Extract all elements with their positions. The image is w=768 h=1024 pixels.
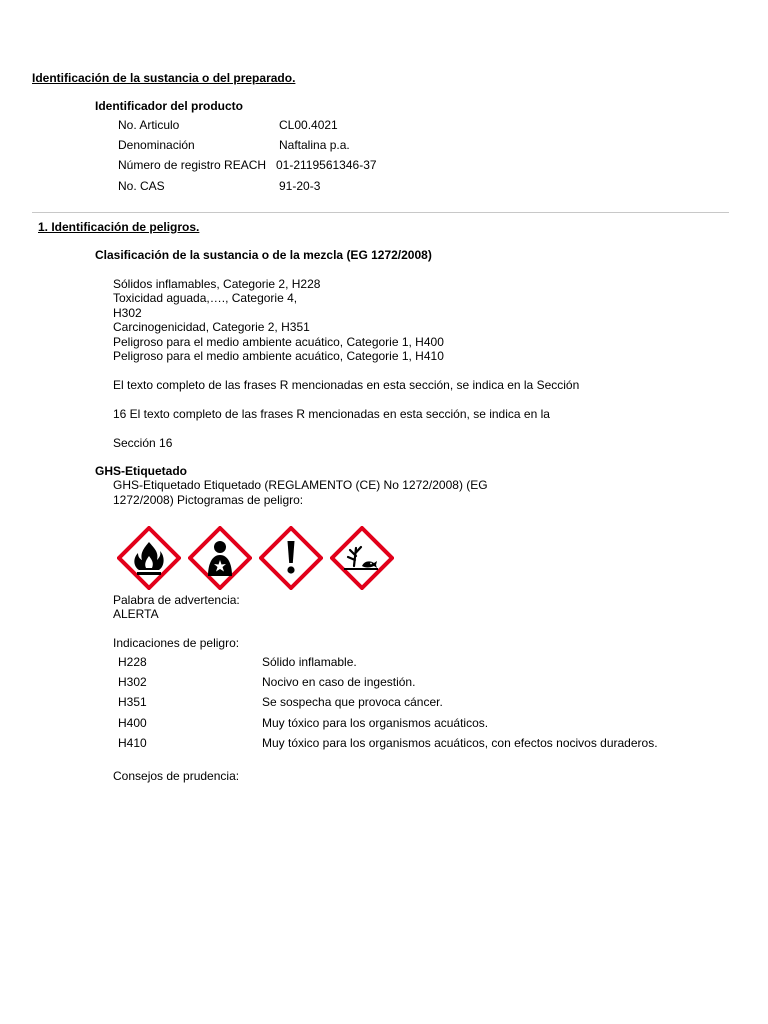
signal-word-label: Palabra de advertencia:	[113, 593, 240, 607]
hazard-code: H302	[118, 675, 147, 689]
hazard-text: Sólido inflamable.	[262, 655, 357, 669]
environment-icon	[330, 526, 394, 590]
signal-word: ALERTA	[113, 607, 159, 621]
classification-line: Peligroso para el medio ambiente acuático, Categorie 1, H410	[113, 349, 444, 363]
hazard-code: H228	[118, 655, 147, 669]
classification-line: H302	[113, 306, 142, 320]
classification-line: Toxicidad aguada,…., Categorie 4,	[113, 291, 298, 305]
precautionary-statements-label: Consejos de prudencia:	[113, 769, 240, 783]
row-value-cas: 91-20-3	[279, 179, 321, 193]
section-title-hazards: 1. Identificación de peligros.	[38, 220, 200, 234]
row-label-reach: Número de registro REACH	[118, 158, 267, 172]
hazard-code: H410	[118, 736, 147, 750]
ghs-text: GHS-Etiquetado Etiquetado (REGLAMENTO (CE) No 1272/2008) (EG	[113, 478, 488, 492]
row-label-article: No. Articulo	[118, 118, 180, 132]
ghs-heading: GHS-Etiquetado	[95, 464, 187, 478]
row-label-cas: No. CAS	[118, 179, 165, 193]
classification-heading: Clasificación de la sustancia o de la mezcla (EG 1272/2008)	[95, 248, 432, 262]
section-title-identification: Identificación de la sustancia o del preparado.	[32, 71, 296, 85]
exclamation-icon	[259, 526, 323, 590]
hazard-code: H400	[118, 716, 147, 730]
note-text: Sección 16	[113, 436, 173, 450]
hazard-code: H351	[118, 695, 147, 709]
hazard-text: Se sospecha que provoca cáncer.	[262, 695, 443, 709]
flame-icon	[117, 526, 181, 590]
note-text: El texto completo de las frases R mencionadas en esta sección, se indica en la Sección	[113, 378, 580, 392]
row-value-reach: 01-2119561346-37	[276, 158, 377, 172]
classification-line: Carcinogenicidad, Categorie 2, H351	[113, 320, 310, 334]
hazard-text: Nocivo en caso de ingestión.	[262, 675, 416, 689]
product-identifier-heading: Identificador del producto	[95, 99, 244, 113]
note-text: 16 El texto completo de las frases R mencionadas en esta sección, se indica en la	[113, 407, 550, 421]
classification-line: Sólidos inflamables, Categorie 2, H228	[113, 277, 321, 291]
hazard-text: Muy tóxico para los organismos acuáticos.	[262, 716, 489, 730]
section-divider	[32, 212, 729, 213]
health-hazard-icon	[188, 526, 252, 590]
hazard-text: Muy tóxico para los organismos acuáticos, con efectos nocivos duraderos.	[262, 736, 658, 750]
classification-line: Peligroso para el medio ambiente acuático, Categorie 1, H400	[113, 335, 444, 349]
hazard-statements-label: Indicaciones de peligro:	[113, 636, 240, 650]
row-label-name: Denominación	[118, 138, 195, 152]
ghs-text: 1272/2008) Pictogramas de peligro:	[113, 493, 304, 507]
row-value-article: CL00.4021	[279, 118, 338, 132]
row-value-name: Naftalina p.a.	[279, 138, 350, 152]
